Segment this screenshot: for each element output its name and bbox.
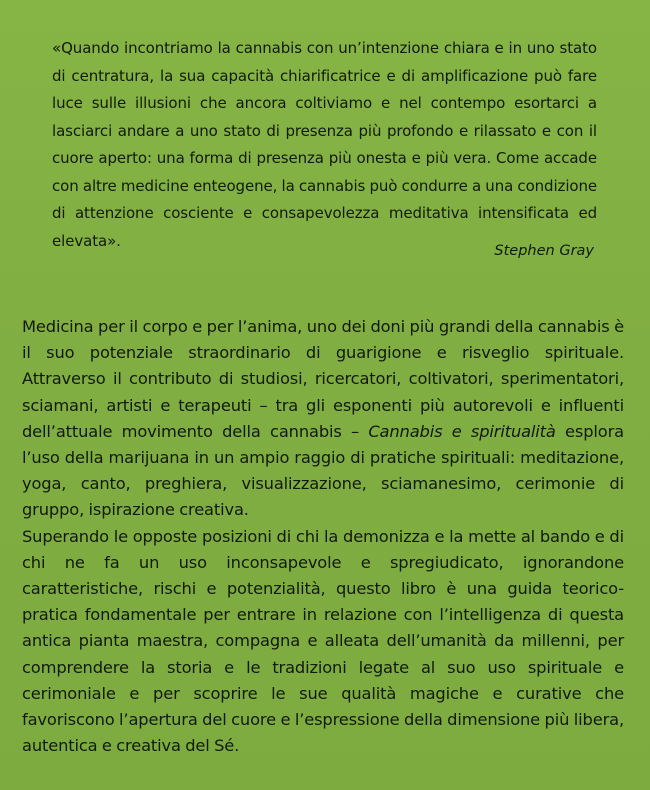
- description-paragraph-1-end: esplora l’uso della marijuana in un ampio raggio di pratiche spirituali: meditazione, yoga, canto, preghiera, visualizzazione, sciamanesimo, cerimonie di gruppo, ispirazione creativa.: [22, 421, 624, 520]
- quote-author: Stephen Gray: [494, 243, 594, 259]
- quote-block: [52, 35, 597, 255]
- quote-text: «Quando incontriamo la cannabis con un’intenzione chiara e in uno stato di centratura, la sua capacità chiarificatrice e di amplificazione può fare luce sulle illusioni che ancora coltiviamo e nel contempo esortarci a lasciarci andare a uno stato di presenza più profondo e rilassato e con il cuore aperto: una forma di presenza più onesta e più vera. Come accade con altre medicine enteogene, la cannabis può condurre a una condizione di attenzione cosciente e consapevolezza meditativa intensificata ed elevata».: [52, 39, 597, 250]
- description-paragraph-2: Superando le opposte posizioni di chi la demonizza e la mette al bando e di chi ne fa un uso inconsapevole e spregiudicato, ignorandone caratteristiche, rischi e potenzialità, questo libro è una guida teorico-pratica fondamentale per entrare in relazione con l’intelligenza di questa antica pianta maestra, compagna e alleata dell’umanità da millenni, per comprendere la storia e le tradizioni legate al suo uso spirituale e cerimoniale e per scoprire le sue qualità magiche e curative che favoriscono l’apertura del cuore e l’espressione della dimensione più libera, autentica e creativa del Sé.: [22, 526, 624, 756]
- book-description: [22, 314, 624, 759]
- book-title: Cannabis e spiritualità: [368, 421, 556, 441]
- description-paragraph-1-start: Medicina per il corpo e per l’anima, uno dei doni più grandi della cannabis è il suo potenziale straordinario di guarigione e risveglio spirituale. Attraverso il contributo di studiosi, ricercatori, coltivatori, sperimentatori, sciamani, artisti e terapeuti – tra gli esponenti più autorevoli e influenti dell’attuale movimento della cannabis –: [22, 317, 624, 441]
- description-paragraph-1: [22, 314, 624, 524]
